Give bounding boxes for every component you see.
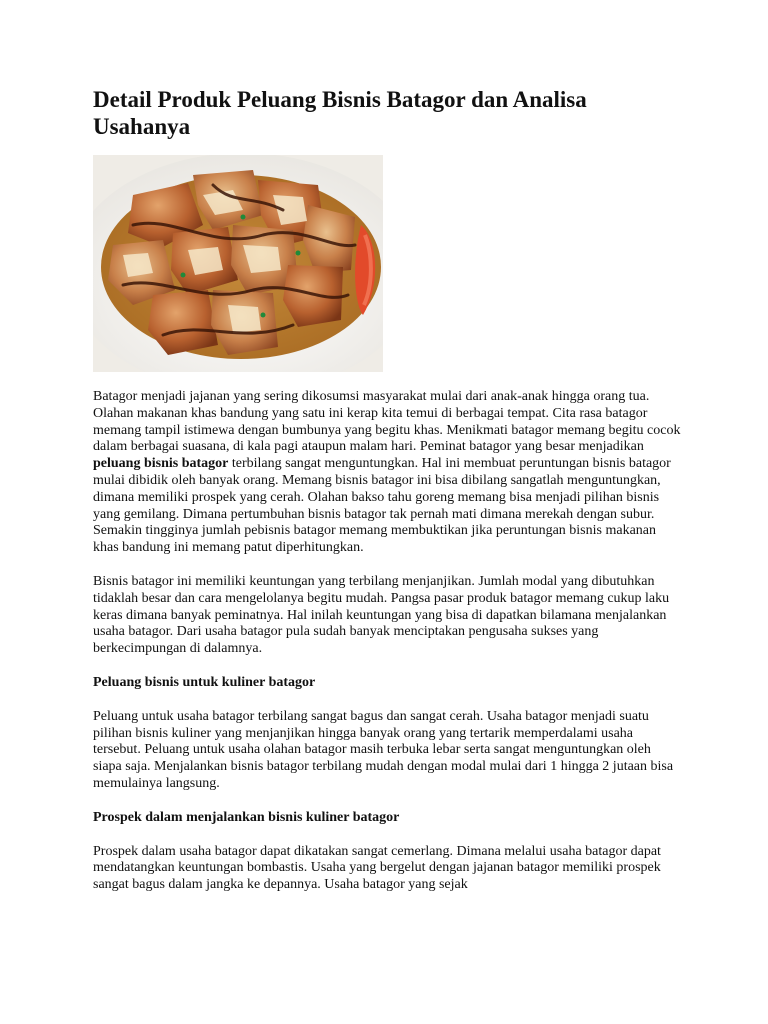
document-page — [93, 86, 683, 911]
heading-prospek: Prospek dalam menjalankan bisnis kuliner batagor — [93, 809, 400, 825]
document-title: Detail Produk Peluang Bisnis Batagor dan Analisa Usahanya — [93, 87, 587, 139]
paragraph-intro-before: Batagor menjadi jajanan yang sering dikosumsi masyarakat mulai dari anak-anak hingga orang tua. Olahan makanan khas bandung yang satu ini kerap kita temui di berbagai tempat. Cita rasa batagor memang tampil istimewa dengan bumbunya yang begitu khas. Menikmati batagor memang begitu cocok dalam berbagai suasana, di kala pagi ataupun malam hari. Peminat batagor yang besar menjadikan — [93, 389, 681, 455]
batagor-photo — [93, 155, 383, 372]
heading-peluang: Peluang bisnis untuk kuliner batagor — [93, 674, 316, 690]
paragraph-prospek: Prospek dalam usaha batagor dapat dikatakan sangat cemerlang. Dimana melalui usaha batagor dapat mendatangkan keuntungan bombastis. Usaha yang bergelut dengan jajanan batagor memiliki prospek sangat bagus dalam jangka ke depannya. Usaha batagor yang sejak — [93, 843, 661, 893]
paragraph-intro-bold: peluang bisnis batagor — [93, 456, 229, 472]
paragraph-intro — [93, 389, 683, 557]
paragraph-peluang: Peluang untuk usaha batagor terbilang sangat bagus dan sangat cerah. Usaha batagor menjadi suatu pilihan bisnis kuliner yang menjanjikan hingga banyak orang yang tertarik memperdalami usaha tersebut. Peluang untuk usaha olahan batagor masih terbuka lebar serta sangat menguntungkan oleh siapa saja. Menjalankan bisnis batagor terbilang mudah dengan modal mulai dari 1 hingga 2 jutaan bisa memulainya langsung. — [93, 708, 674, 791]
paragraph-intro-after: terbilang sangat menguntungkan. Hal ini membuat peruntungan bisnis batagor mulai dibidik oleh banyak orang. Memang bisnis batagor ini bisa dibilang sangatlah menguntungkan, dimana memiliki prospek yang cerah. Olahan bakso tahu goreng memang bisa menjadi pilihan bisnis yang gemilang. Dimana pertumbuhan bisnis batagor tak pernah mati dimana merekah dengan subur. Semakin tingginya jumlah pebisnis batagor memang membuktikan jika peruntungan bisnis makanan khas bandung ini memang patut diperhitungkan. — [93, 456, 671, 556]
batagor-illustration — [93, 155, 383, 372]
paragraph-keuntungan: Bisnis batagor ini memiliki keuntungan yang terbilang menjanjikan. Jumlah modal yang dibutuhkan tidaklah besar dan cara mengelolanya begitu mudah. Pangsa pasar produk batagor memang cukup laku keras dimana banyak peminatnya. Hal inilah keuntungan yang bisa di dapatkan bilamana menjalankan usaha batagor. Dari usaha batagor pula sudah banyak menciptakan pengusaha sukses yang berkecimpungan di dalamnya. — [93, 573, 670, 657]
